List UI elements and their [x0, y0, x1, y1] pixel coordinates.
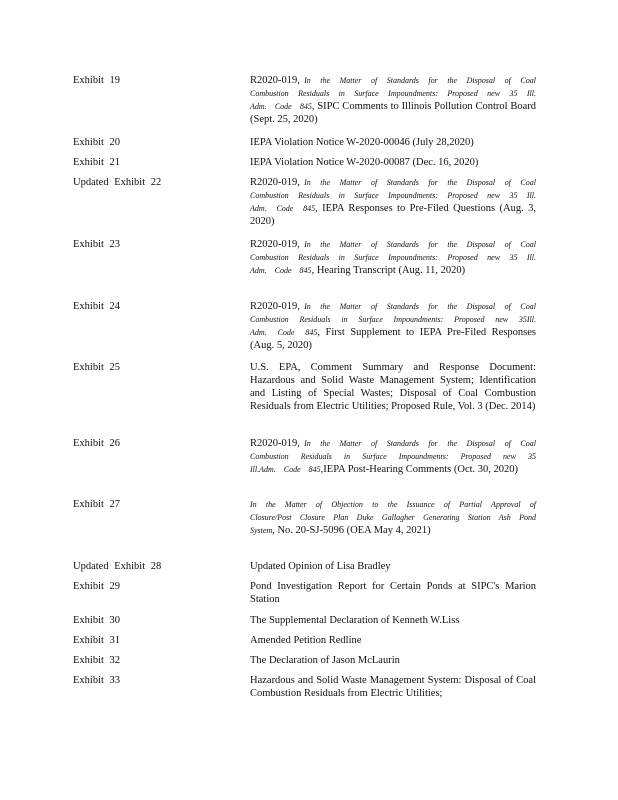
- desc-lead: Amended Petition Redline: [250, 635, 362, 646]
- desc-lead: Pond Investigation Report for Certain Ponds at SIPC's Marion Station: [250, 581, 536, 605]
- desc-lead: R2020-019,: [250, 177, 300, 188]
- desc-italic-title: In the Matter of Standards for the Disposal of Coal Combustion Residuals in Surface Impoundments: Proposed new 35 Ill. Adm. Code 845: [250, 76, 536, 111]
- exhibit-description: [250, 74, 536, 126]
- exhibit-description: [250, 238, 536, 277]
- desc-trail: , First Supplement to IEPA Pre-Filed Responses (Aug. 5, 2020): [250, 327, 536, 351]
- exhibit-label: Exhibit 27: [73, 499, 121, 510]
- exhibit-label: Exhibit 21: [73, 157, 121, 168]
- exhibit-description: [250, 498, 536, 537]
- desc-italic-title: In the Matter of Standards for the Disposal of Coal Combustion Residuals in Surface Impoundments: Proposed new 35 Ill. Adm. Code 845: [250, 178, 536, 213]
- desc-trail: , Hearing Transcript (Aug. 11, 2020): [311, 265, 466, 276]
- desc-lead: R2020-019,: [250, 438, 300, 449]
- exhibit-label: Exhibit 33: [73, 675, 121, 686]
- exhibit-description: [250, 634, 536, 647]
- exhibit-label: Exhibit 25: [73, 362, 121, 373]
- exhibit-label: Updated Exhibit 28: [73, 561, 162, 572]
- desc-lead: R2020-019,: [250, 239, 300, 250]
- exhibit-label: Exhibit 24: [73, 301, 121, 312]
- exhibit-description: [250, 300, 536, 352]
- desc-lead: IEPA Violation Notice W-2020-00046 (July 28,2020): [250, 137, 474, 148]
- exhibit-label: Exhibit 29: [73, 581, 121, 592]
- exhibit-label: Exhibit 23: [73, 239, 121, 250]
- exhibit-description: [250, 580, 536, 606]
- exhibit-description: [250, 156, 536, 169]
- desc-lead: R2020-019,: [250, 75, 300, 86]
- exhibit-description: [250, 136, 536, 149]
- exhibit-label: Exhibit 32: [73, 655, 121, 666]
- exhibit-label: Exhibit 31: [73, 635, 121, 646]
- exhibit-description: [250, 674, 536, 700]
- desc-lead: R2020-019,: [250, 301, 300, 312]
- desc-lead: The Declaration of Jason McLaurin: [250, 655, 400, 666]
- exhibit-description: [250, 437, 536, 476]
- desc-lead: Hazardous and Solid Waste Management System: Disposal of Coal Combustion Residuals from Electric Utilities;: [250, 675, 536, 699]
- exhibit-description: [250, 361, 536, 413]
- desc-lead: U.S. EPA, Comment Summary and Response Document: Hazardous and Solid Waste Management System; Identification and Listing of Special Wastes; Disposal of Coal Combustion Residuals from Electric Utilities; Proposed Rule, Vol. 3 (Dec. 2014): [250, 362, 536, 412]
- exhibit-description: [250, 614, 536, 627]
- exhibit-description: [250, 560, 536, 573]
- desc-italic-title: In the Matter of Standards for the Disposal of Coal Combustion Residuals in Surface Impoundments: Proposed new 35 Ill. Adm. Code 845: [250, 240, 536, 275]
- desc-italic-title: In the Matter of Objection to the Issuance of Partial Approval of Closure/Post Closure Plan Duke Gallagher Generating Station Ash Pond System: [250, 500, 536, 535]
- desc-trail: , No. 20-SJ-5096 (OEA May 4, 2021): [272, 525, 431, 536]
- desc-italic-title: In the Matter of Standards for the Disposal of Coal Combustion Residuals in Surface Impoundments: Proposed new 35Ill. Adm. Code 845: [250, 302, 536, 337]
- desc-italic-title: In the Matter of Standards for the Disposal of Coal Combustion Residuals in Surface Impoundments: Proposed new 35 Ill.Adm. Code 845: [250, 439, 536, 474]
- exhibit-label: Exhibit 26: [73, 438, 121, 449]
- desc-lead: Updated Opinion of Lisa Bradley: [250, 561, 391, 572]
- desc-trail: ,IEPA Post-Hearing Comments (Oct. 30, 2020): [320, 464, 519, 475]
- exhibit-label: Updated Exhibit 22: [73, 177, 162, 188]
- desc-lead: IEPA Violation Notice W-2020-00087 (Dec. 16, 2020): [250, 157, 479, 168]
- exhibit-label: Exhibit 19: [73, 75, 121, 86]
- exhibit-description: [250, 176, 536, 228]
- desc-trail: , IEPA Responses to Pre-Filed Questions (Aug. 3, 2020): [250, 203, 536, 227]
- exhibit-label: Exhibit 30: [73, 615, 121, 626]
- desc-trail: , SIPC Comments to Illinois Pollution Control Board (Sept. 25, 2020): [250, 101, 536, 125]
- exhibit-label: Exhibit 20: [73, 137, 121, 148]
- exhibit-description: [250, 654, 536, 667]
- desc-lead: The Supplemental Declaration of Kenneth W.Liss: [250, 615, 460, 626]
